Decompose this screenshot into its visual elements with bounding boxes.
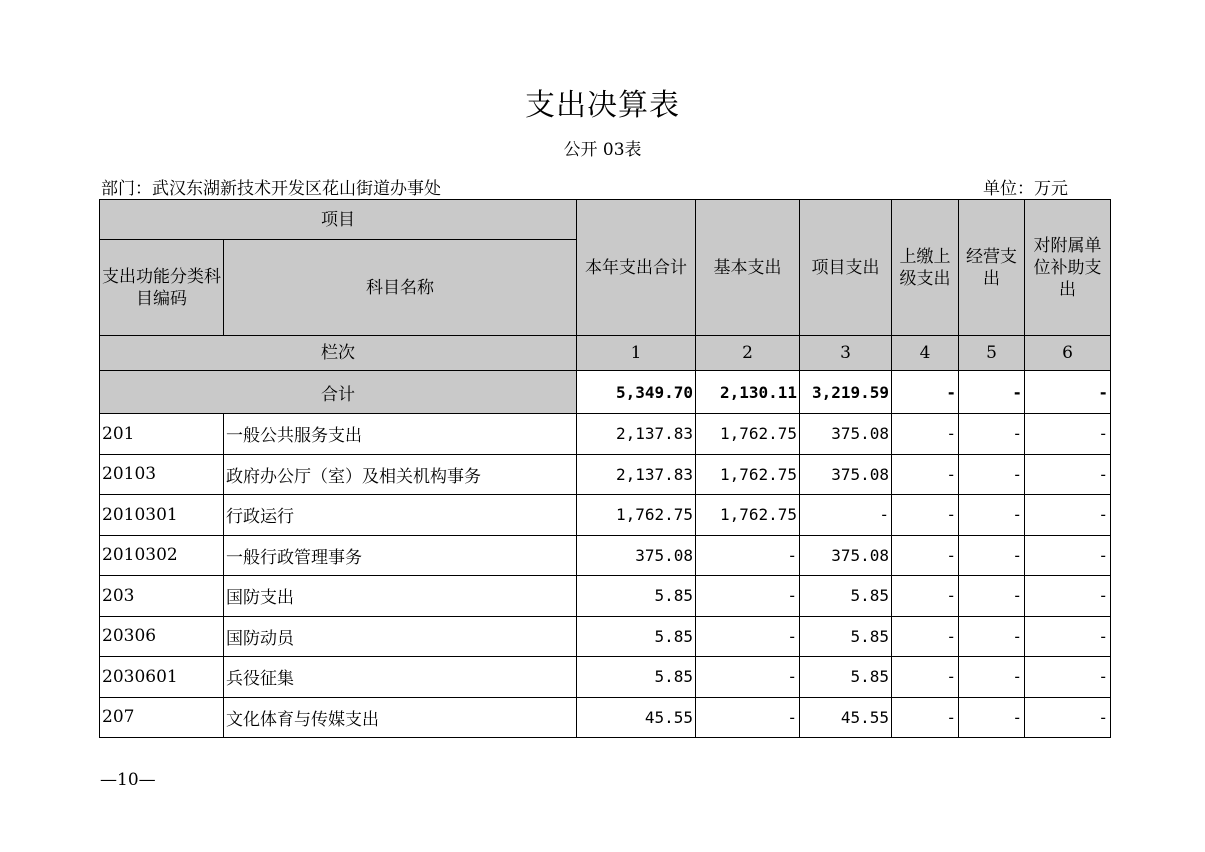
row-value: 2,137.83 bbox=[577, 454, 696, 495]
header-order-1: 1 bbox=[577, 336, 696, 371]
row-value: 45.55 bbox=[577, 697, 696, 738]
row-value: 5.85 bbox=[800, 576, 892, 617]
row-value: - bbox=[959, 495, 1025, 536]
header-order-3: 3 bbox=[800, 336, 892, 371]
row-value: 1,762.75 bbox=[696, 414, 800, 455]
row-code: 20306 bbox=[100, 616, 224, 657]
row-value: - bbox=[696, 535, 800, 576]
total-value: - bbox=[892, 371, 959, 414]
row-value: - bbox=[959, 535, 1025, 576]
header-col-total: 本年支出合计 bbox=[577, 200, 696, 336]
total-value: 2,130.11 bbox=[696, 371, 800, 414]
header-project: 项目 bbox=[100, 200, 577, 240]
row-value: 375.08 bbox=[800, 535, 892, 576]
row-value: - bbox=[800, 495, 892, 536]
row-name: 文化体育与传媒支出 bbox=[224, 697, 577, 738]
row-value: - bbox=[959, 616, 1025, 657]
row-name: 兵役征集 bbox=[224, 657, 577, 698]
total-value: - bbox=[959, 371, 1025, 414]
table-row bbox=[100, 495, 1111, 536]
header-order-6: 6 bbox=[1025, 336, 1111, 371]
row-value: 45.55 bbox=[800, 697, 892, 738]
row-value: - bbox=[1025, 657, 1111, 698]
table-row bbox=[100, 697, 1111, 738]
total-row bbox=[100, 371, 1111, 414]
header-col-basic: 基本支出 bbox=[696, 200, 800, 336]
table-row bbox=[100, 535, 1111, 576]
row-value: 5.85 bbox=[800, 657, 892, 698]
row-value: 5.85 bbox=[577, 657, 696, 698]
row-value: 5.85 bbox=[577, 576, 696, 617]
document-subtitle: 公开 03表 bbox=[563, 140, 642, 160]
total-value: 5,349.70 bbox=[577, 371, 696, 414]
department-label: 部门：武汉东湖新技术开发区花山街道办事处 bbox=[101, 179, 441, 199]
header-order-2: 2 bbox=[696, 336, 800, 371]
row-value: - bbox=[959, 657, 1025, 698]
row-value: - bbox=[959, 414, 1025, 455]
row-code: 20103 bbox=[100, 454, 224, 495]
row-value: - bbox=[1025, 454, 1111, 495]
row-name: 国防支出 bbox=[224, 576, 577, 617]
row-value: 375.08 bbox=[800, 454, 892, 495]
row-value: 1,762.75 bbox=[696, 454, 800, 495]
row-value: 375.08 bbox=[800, 414, 892, 455]
row-value: - bbox=[959, 576, 1025, 617]
header-col-upper: 上缴上级支出 bbox=[892, 200, 959, 336]
row-value: 1,762.75 bbox=[696, 495, 800, 536]
table-row bbox=[100, 616, 1111, 657]
row-value: 1,762.75 bbox=[577, 495, 696, 536]
row-value: - bbox=[959, 454, 1025, 495]
header-code: 支出功能分类科目编码 bbox=[100, 240, 224, 336]
row-code: 207 bbox=[100, 697, 224, 738]
row-value: - bbox=[892, 616, 959, 657]
row-value: - bbox=[1025, 495, 1111, 536]
row-name: 行政运行 bbox=[224, 495, 577, 536]
header-order-label: 栏次 bbox=[100, 336, 577, 371]
row-value: - bbox=[892, 697, 959, 738]
row-value: 2,137.83 bbox=[577, 414, 696, 455]
row-name: 国防动员 bbox=[224, 616, 577, 657]
row-value: - bbox=[696, 697, 800, 738]
table-row bbox=[100, 657, 1111, 698]
row-value: - bbox=[959, 697, 1025, 738]
row-value: - bbox=[696, 576, 800, 617]
row-value: - bbox=[892, 414, 959, 455]
row-value: - bbox=[892, 454, 959, 495]
row-code: 2010301 bbox=[100, 495, 224, 536]
header-col-business: 经营支出 bbox=[959, 200, 1025, 336]
total-label: 合计 bbox=[100, 371, 577, 414]
page-number: —10— bbox=[100, 770, 156, 790]
header-order-5: 5 bbox=[959, 336, 1025, 371]
row-value: - bbox=[1025, 535, 1111, 576]
total-value: - bbox=[1025, 371, 1111, 414]
row-value: - bbox=[696, 657, 800, 698]
table-row bbox=[100, 414, 1111, 455]
header-order-4: 4 bbox=[892, 336, 959, 371]
row-name: 一般公共服务支出 bbox=[224, 414, 577, 455]
row-code: 2030601 bbox=[100, 657, 224, 698]
row-name: 一般行政管理事务 bbox=[224, 535, 577, 576]
row-value: 5.85 bbox=[577, 616, 696, 657]
row-value: - bbox=[892, 657, 959, 698]
row-code: 203 bbox=[100, 576, 224, 617]
expenditure-table bbox=[99, 199, 1111, 738]
row-value: - bbox=[1025, 616, 1111, 657]
document-title: 支出决算表 bbox=[525, 88, 680, 123]
unit-label: 单位：万元 bbox=[983, 179, 1068, 199]
row-value: 5.85 bbox=[800, 616, 892, 657]
row-value: 375.08 bbox=[577, 535, 696, 576]
table-row bbox=[100, 454, 1111, 495]
row-value: - bbox=[1025, 697, 1111, 738]
row-value: - bbox=[1025, 576, 1111, 617]
total-value: 3,219.59 bbox=[800, 371, 892, 414]
table-row bbox=[100, 576, 1111, 617]
row-value: - bbox=[696, 616, 800, 657]
row-code: 201 bbox=[100, 414, 224, 455]
row-value: - bbox=[892, 576, 959, 617]
row-name: 政府办公厅（室）及相关机构事务 bbox=[224, 454, 577, 495]
header-col-project: 项目支出 bbox=[800, 200, 892, 336]
row-value: - bbox=[892, 495, 959, 536]
row-value: - bbox=[1025, 414, 1111, 455]
header-name: 科目名称 bbox=[224, 240, 577, 336]
header-col-subsidy: 对附属单位补助支出 bbox=[1025, 200, 1111, 336]
row-value: - bbox=[892, 535, 959, 576]
row-code: 2010302 bbox=[100, 535, 224, 576]
